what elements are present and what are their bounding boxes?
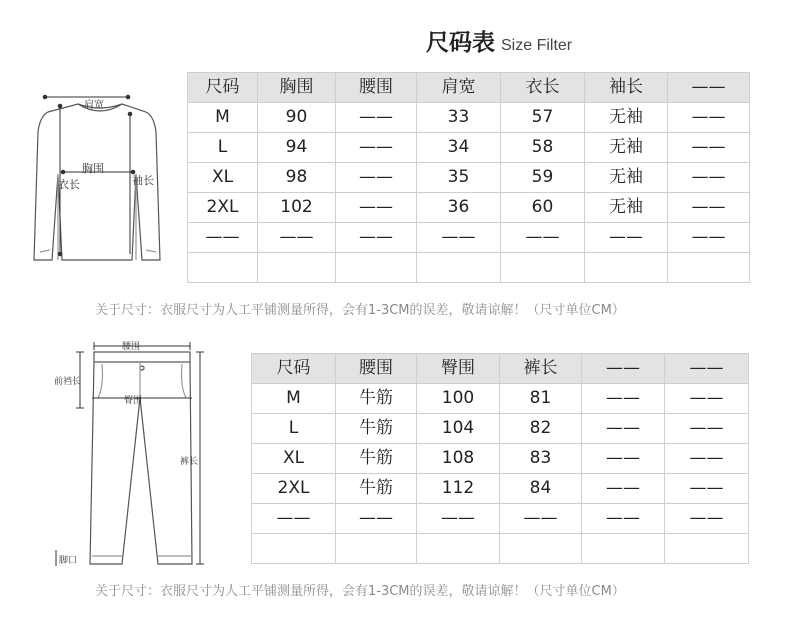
measurement-note: 关于尺寸：衣服尺寸为人工平铺测量所得，会有1-3CM的误差，敬请谅解！（尺寸单位CM） [95, 584, 625, 599]
label-front-rise: 前裆长 [54, 377, 82, 387]
header-cell: 腰围 [336, 354, 417, 384]
top-garment-diagram [18, 92, 168, 262]
table-header-row [252, 354, 749, 384]
title-cn: 尺码表 [426, 30, 495, 56]
table-cell: —— [665, 474, 749, 504]
table-cell: 35 [417, 163, 501, 193]
table-cell: 81 [500, 384, 582, 414]
table-cell: 108 [417, 444, 500, 474]
table-cell: —— [585, 223, 668, 253]
table-cell: —— [336, 163, 417, 193]
table-cell: 94 [258, 133, 336, 163]
table-cell: M [252, 384, 336, 414]
table-cell: 牛筋 [336, 414, 417, 444]
header-cell: —— [582, 354, 665, 384]
table-row [188, 193, 750, 223]
table-header-row [188, 73, 750, 103]
table-cell [336, 534, 417, 564]
table-row [252, 474, 749, 504]
table-row [252, 534, 749, 564]
table-cell: 90 [258, 103, 336, 133]
header-cell: 衣长 [501, 73, 585, 103]
table-cell: —— [665, 504, 749, 534]
header-cell: 尺码 [188, 73, 258, 103]
table-row [188, 163, 750, 193]
table-cell [582, 534, 665, 564]
table-cell: 2XL [188, 193, 258, 223]
table-row [188, 103, 750, 133]
header-cell: 尺码 [252, 354, 336, 384]
header-cell: 臀围 [417, 354, 500, 384]
table-cell: —— [665, 414, 749, 444]
table-cell: 60 [501, 193, 585, 223]
table-cell [501, 253, 585, 283]
table-cell [188, 253, 258, 283]
table-cell: 84 [500, 474, 582, 504]
table-row [252, 384, 749, 414]
table-cell: —— [668, 103, 750, 133]
page-title [426, 24, 572, 57]
header-cell: 胸围 [258, 73, 336, 103]
table-cell: 83 [500, 444, 582, 474]
table-row [188, 223, 750, 253]
table-cell: —— [417, 504, 500, 534]
title-en: Size Filter [501, 37, 573, 54]
table-cell: —— [417, 223, 501, 253]
table-row [188, 253, 750, 283]
label-hip: 臀围 [124, 396, 143, 406]
table-cell: 100 [417, 384, 500, 414]
table-cell [500, 534, 582, 564]
table-cell [252, 534, 336, 564]
table-cell: —— [188, 223, 258, 253]
label-sleeve: 袖长 [132, 174, 154, 187]
table-cell: —— [252, 504, 336, 534]
table-cell: 无袖 [585, 193, 668, 223]
table-cell: M [188, 103, 258, 133]
label-chest: 胸围 [82, 162, 104, 175]
table-cell [258, 253, 336, 283]
table-cell [665, 534, 749, 564]
table-cell: 59 [501, 163, 585, 193]
header-cell: 袖长 [585, 73, 668, 103]
table-row [252, 414, 749, 444]
table-cell: —— [336, 103, 417, 133]
table-cell: —— [500, 504, 582, 534]
table-cell: —— [336, 133, 417, 163]
label-pants-length: 裤长 [180, 457, 199, 467]
table-cell: 无袖 [585, 133, 668, 163]
table-cell: —— [336, 223, 417, 253]
header-cell: 肩宽 [417, 73, 501, 103]
table-cell: 58 [501, 133, 585, 163]
table-cell: 82 [500, 414, 582, 444]
table-row [188, 133, 750, 163]
table-cell: 2XL [252, 474, 336, 504]
table-cell: 牛筋 [336, 474, 417, 504]
table-cell: 112 [417, 474, 500, 504]
table-cell: —— [582, 384, 665, 414]
table-cell [336, 253, 417, 283]
table-cell [585, 253, 668, 283]
label-leg-opening: 脚口 [59, 556, 78, 566]
table-cell: —— [582, 414, 665, 444]
table-cell: —— [582, 474, 665, 504]
table-cell: L [252, 414, 336, 444]
table-cell: 33 [417, 103, 501, 133]
table-cell: XL [252, 444, 336, 474]
table-cell: 57 [501, 103, 585, 133]
table-cell: 102 [258, 193, 336, 223]
table-cell: —— [582, 504, 665, 534]
table-cell: —— [668, 223, 750, 253]
table-cell: —— [665, 384, 749, 414]
table-cell [417, 253, 501, 283]
table-cell: 98 [258, 163, 336, 193]
header-cell: —— [665, 354, 749, 384]
bottom-size-table [251, 353, 749, 564]
table-cell [668, 253, 750, 283]
table-cell: —— [336, 193, 417, 223]
label-shoulder: 肩宽 [84, 100, 104, 111]
table-cell: 104 [417, 414, 500, 444]
table-row [252, 504, 749, 534]
table-cell: —— [665, 444, 749, 474]
table-cell: —— [668, 133, 750, 163]
header-cell: —— [668, 73, 750, 103]
table-cell: 34 [417, 133, 501, 163]
table-cell: 无袖 [585, 163, 668, 193]
table-cell: —— [668, 193, 750, 223]
table-cell: XL [188, 163, 258, 193]
table-cell: —— [258, 223, 336, 253]
table-cell: —— [501, 223, 585, 253]
table-cell: —— [336, 504, 417, 534]
header-cell: 裤长 [500, 354, 582, 384]
table-row [252, 444, 749, 474]
table-cell: —— [582, 444, 665, 474]
table-cell: 36 [417, 193, 501, 223]
pants-diagram [52, 338, 222, 568]
table-cell: 牛筋 [336, 444, 417, 474]
table-cell [417, 534, 500, 564]
header-cell: 腰围 [336, 73, 417, 103]
top-size-table [187, 72, 750, 283]
label-length: 衣长 [58, 178, 80, 191]
label-waist: 腰围 [122, 342, 141, 352]
measurement-note: 关于尺寸：衣服尺寸为人工平铺测量所得，会有1-3CM的误差，敬请谅解！（尺寸单位CM） [95, 303, 625, 318]
table-cell: —— [668, 163, 750, 193]
table-cell: 无袖 [585, 103, 668, 133]
pants-outline-icon [90, 352, 192, 564]
table-cell: L [188, 133, 258, 163]
table-cell: 牛筋 [336, 384, 417, 414]
